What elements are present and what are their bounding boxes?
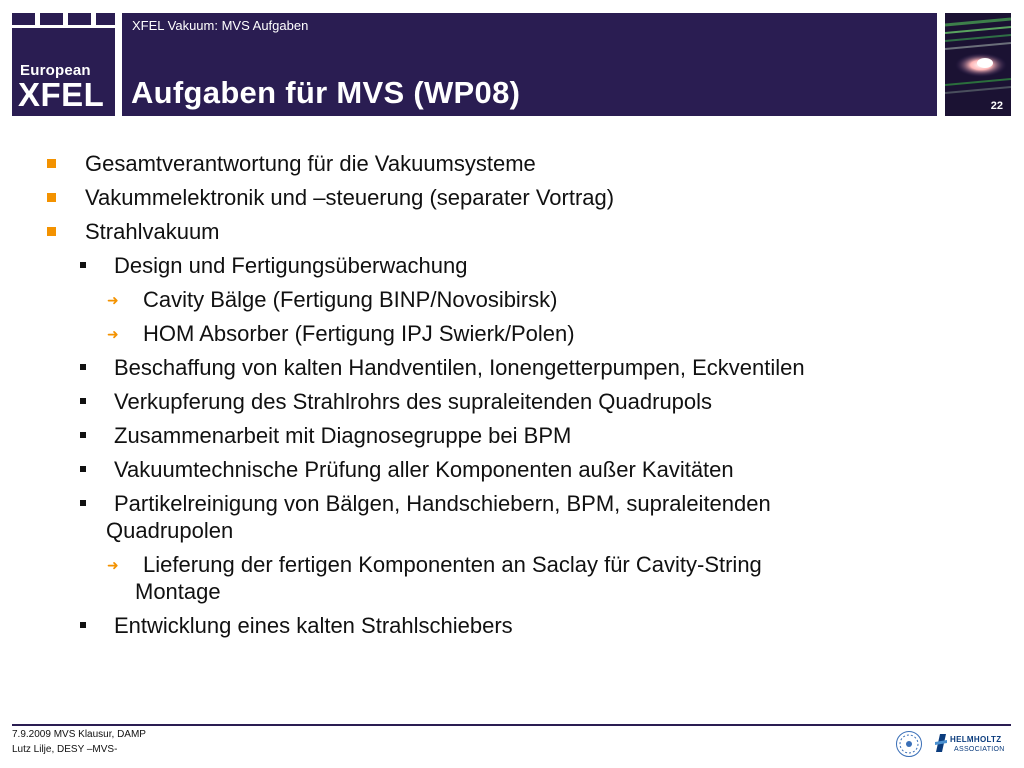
bullet-square-icon: [47, 193, 56, 202]
slide-subtitle: XFEL Vakuum: MVS Aufgaben: [132, 18, 309, 33]
desy-logo: [896, 731, 922, 757]
helmholtz-text: HELMHOLTZ: [950, 735, 1002, 744]
bullet-item: Vakummelektronik und –steuerung (separater Vortrag): [85, 185, 615, 210]
bullet-item-continuation: Montage: [135, 579, 221, 604]
bullet-item: Zusammenarbeit mit Diagnosegruppe bei BPM: [114, 423, 572, 448]
bullet-small-square-icon: [80, 262, 86, 268]
footer-author: Lutz Lilje, DESY –MVS-: [12, 744, 118, 755]
bullet-small-square-icon: [80, 622, 86, 628]
bullet-item: Lieferung der fertigen Komponenten an Saclay für Cavity-String: [143, 552, 762, 577]
slide-title: Aufgaben für MVS (WP08): [131, 75, 521, 110]
footer-date-event: 7.9.2009 MVS Klausur, DAMP: [12, 729, 146, 740]
bullet-item: Gesamtverantwortung für die Vakuumsysteme: [85, 151, 536, 176]
bullet-item: HOM Absorber (Fertigung IPJ Swierk/Polen): [143, 321, 575, 346]
helmholtz-logo: [934, 731, 1006, 759]
bullet-item: Verkupferung des Strahlrohrs des supraleitenden Quadrupols: [114, 389, 713, 414]
bullet-small-square-icon: [80, 500, 86, 506]
bullet-small-square-icon: [80, 364, 86, 370]
logo-european-text: European: [20, 62, 91, 79]
logo-xfel-text: XFEL: [18, 76, 105, 113]
bullet-small-square-icon: [80, 398, 86, 404]
bullet-item: Strahlvakuum: [85, 219, 220, 244]
page-number: 22: [990, 100, 1003, 112]
bullet-item: Vakuumtechnische Prüfung aller Komponenten außer Kavitäten: [114, 457, 734, 482]
bullet-item: Entwicklung eines kalten Strahlschiebers: [114, 613, 513, 638]
bullet-square-icon: [47, 159, 56, 168]
bullet-item: Beschaffung von kalten Handventilen, Ionengetterpumpen, Eckventilen: [114, 355, 805, 380]
bullet-small-square-icon: [80, 466, 86, 472]
bullet-item: Design und Fertigungsüberwachung: [114, 253, 468, 278]
bullet-item: Partikelreinigung von Bälgen, Handschiebern, BPM, supraleitenden: [114, 491, 771, 516]
bullet-small-square-icon: [80, 432, 86, 438]
arrow-right-icon: ➜: [107, 557, 119, 573]
arrow-right-icon: ➜: [107, 292, 119, 308]
bullet-item: Cavity Bälge (Fertigung BINP/Novosibirsk): [143, 287, 558, 312]
footer-divider: [12, 724, 1011, 726]
association-text: ASSOCIATION: [954, 746, 1005, 753]
arrow-right-icon: ➜: [107, 326, 119, 342]
helmholtz-mark-icon: [934, 732, 948, 754]
bullet-square-icon: [47, 227, 56, 236]
bullet-item-continuation: Quadrupolen: [106, 518, 234, 543]
desy-logo-icon: [897, 732, 921, 756]
